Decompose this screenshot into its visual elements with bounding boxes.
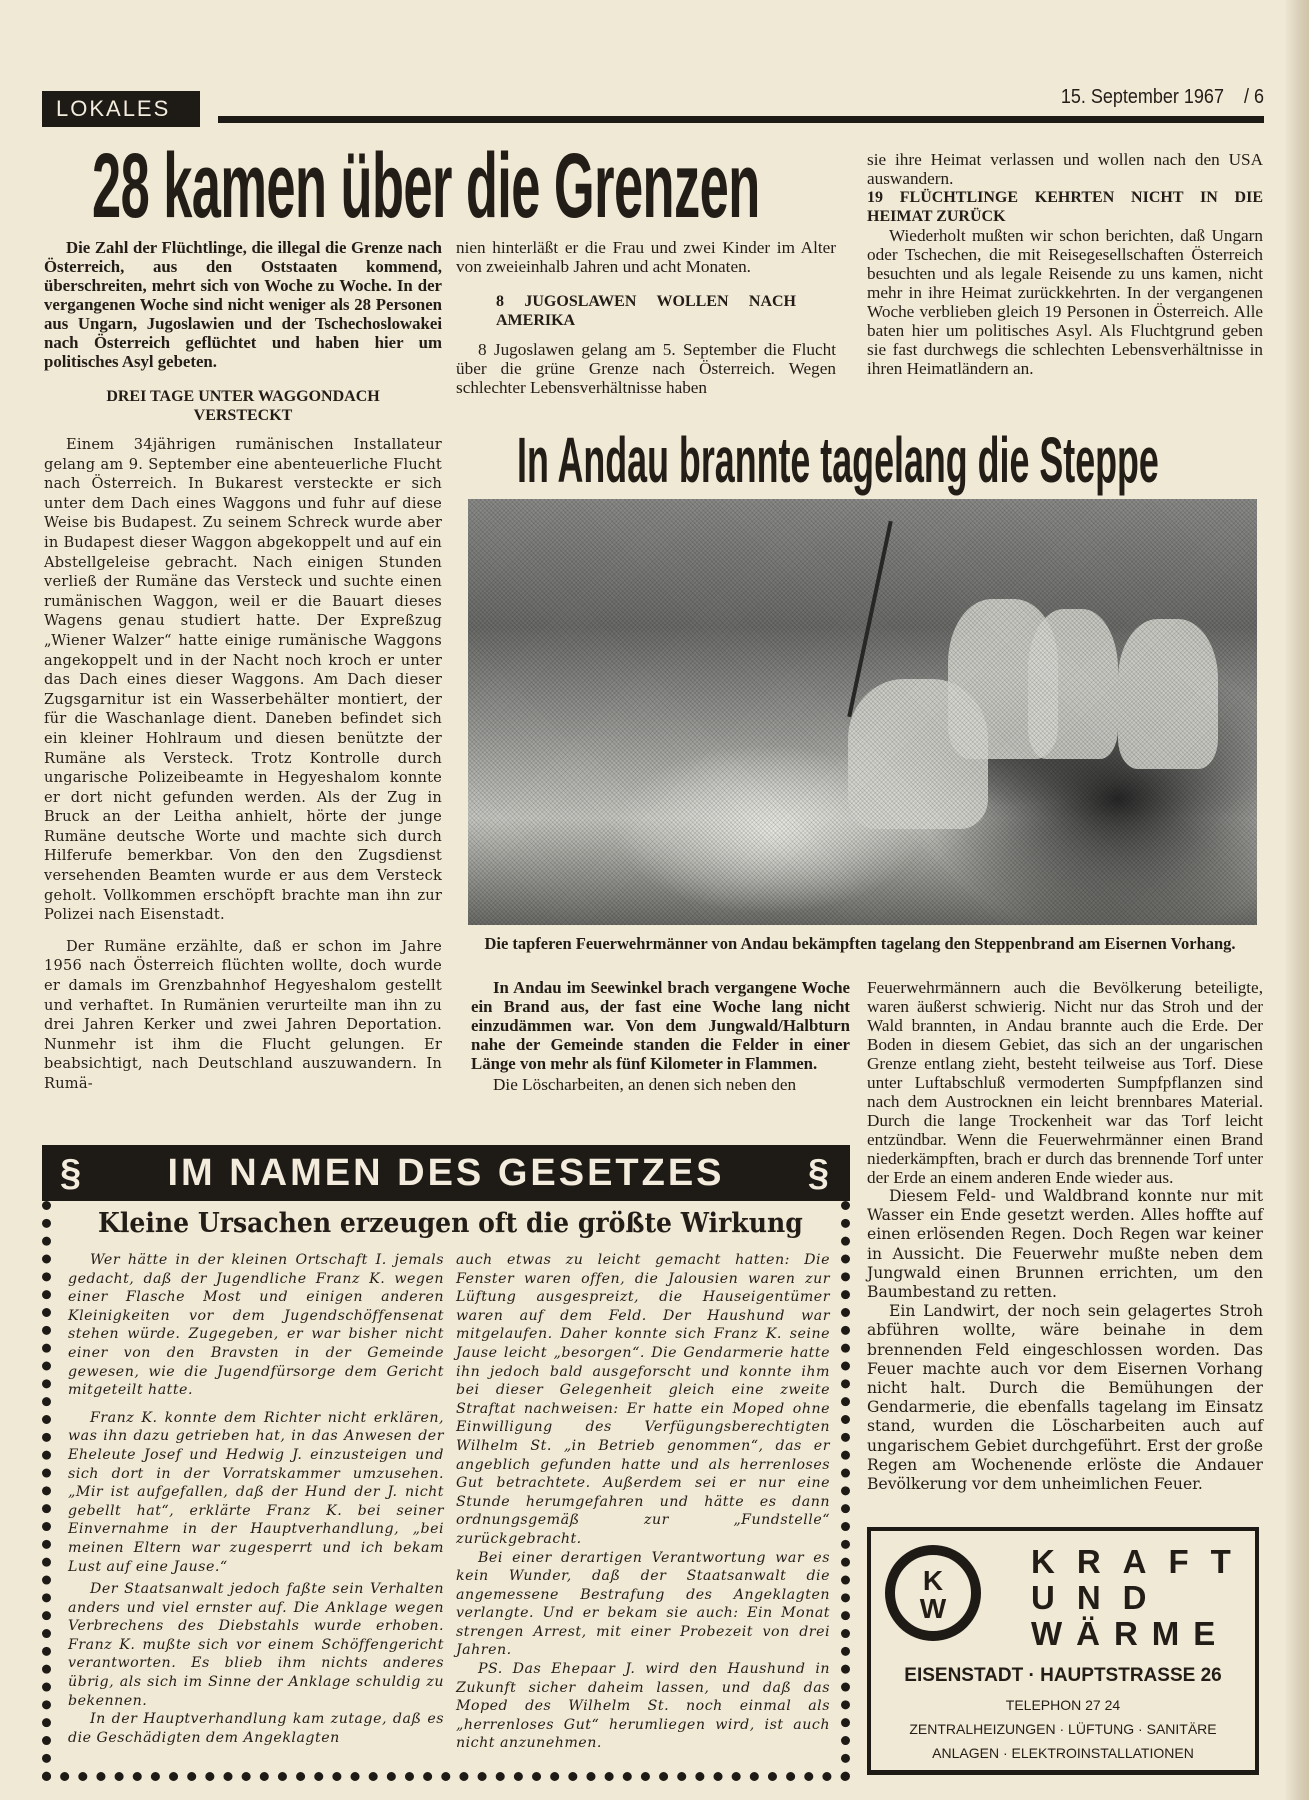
page-number: / 6 — [1243, 86, 1264, 108]
section-tag: LOKALES — [42, 91, 200, 127]
article1-paragraph: Einem 34jährigen rumänischen Installateur gelang am 9. September eine abenteuerliche Flucht nach Österreich. In Bukarest versteckte er sich unter dem Dach eines Waggons und fuhr auf diese Weise bis Budapest. Zu seinem Schreck wurde aber in Budapest dieser Waggon abgekoppelt und auf ein Abstellgeleise gebracht. Nach einigen Stunden verließ der Rumäne das Versteck und suchte einen rumänischen Waggon, weil er die Bauart dieses Wagens genau studiert hatte. Der Expreßzug „Wiener Walzer“ hatte einige rumänische Waggons angekoppelt und in der Nacht noch kroch er unter das Dach eines dieser Waggons. Am Dach dieser Zugsgarnitur ist ein Wasserbehälter montiert, der für die Waschanlage dient. Daneben befindet sich ein kleiner Hohlraum und diesen benützte der Rumäne als Versteck. Trotz Kontrolle durch ungarische Polizeibeamte in Hegyeshalom konnte er dort nicht gefunden werden. Als der Zug in Bruck an der Leitha anhielt, hörte der junge Rumäne deutsche Worte und machte sich durch Hilferufe bemerkbar. Von den den Zugsdienst versehenden Beamten wurde er aus dem Versteck geholt. Vollkommen erschöpft brachte man ihn zur Polizei nach Eisenstadt. — [44, 436, 442, 924]
kw-logo — [885, 1545, 981, 1641]
subhead-fluechtlinge: 19 FLÜCHTLINGE KEHRTEN NICHT IN DIE HEIMAT ZURÜCK — [867, 189, 1263, 225]
article1-column1 — [44, 238, 442, 1094]
headline-refugees: 28 kamen über die Grenzen — [92, 135, 760, 237]
law-banner — [42, 1145, 850, 1201]
paragraph-sign-icon: § — [60, 1152, 85, 1194]
issue-date: 15. September 1967 — [1060, 86, 1224, 108]
law-paragraph: Bei einer derartigen Verantwortung war es kein Wunder, daß der Staatsanwalt die angemessene Bestrafung des Angeklagten verlangte. Und er bekam sie auch: Ein Monat strengen Arrest, mit einer Probezeit von drei Jahren. — [456, 1549, 830, 1659]
article2-column2 — [867, 978, 1263, 1494]
page-edge — [1285, 0, 1309, 1800]
article1-paragraph: Wiederholt mußten wir schon berichten, daß Ungarn oder Tschechen, die mit Reisegesellschaften Österreich besuchten und als legale Reisende zu uns kamen, nicht mehr in ihre Heimat zurückkehrten. In der vergangenen Woche verblieben gleich 19 Personen in Österreich. Alle baten hier um politisches Asyl. Als Fluchtgrund geben sie fast durchwegs die schlechten Lebensverhältnisse in ihren Heimatländern an. — [867, 226, 1263, 378]
ad-services: ANLAGEN · ELEKTROINSTALLATIONEN — [932, 1745, 1194, 1761]
article2-paragraph: Feuerwehrmännern auch die Bevölkerung beteiligte, waren äußerst schwierig. Nicht nur das Stroh und der Wald brannten, in Andau brannte auch die Erde. Der Boden in diesem Gebiet, das sich an der ungarischen Grenze entlang zieht, besteht teilweise aus Torf. Diese unter Luftabschluß vermoderten Sumpfpflanzen sind nach dem Austrocknen ein leicht brennbares Material. Durch die lange Trockenheit war das Torf leicht entzündbar. Wenn die Feuerwehrmänner einen Brand niederkämpften, brach er durch das brennende Torf unter der Erde an einem anderen Ende wieder aus. — [867, 978, 1263, 1187]
issue-date-page — [990, 86, 1264, 109]
ad-brand-line3 — [1031, 1615, 1246, 1653]
firefighters-photo — [468, 499, 1257, 925]
headline-andau: In Andau brannte tagelang die Steppe — [517, 424, 1159, 496]
article2-paragraph: Diesem Feld- und Waldbrand konnte nur mit Wasser ein Ende gesetzt werden. Alles hoffte auf einen erlösenden Regen. Doch Regen war keiner in Aussicht. Die Feuerwehr mußte neben dem Jungwald einen Brunnen errichten, um den Baumbestand zu retten. — [867, 1187, 1263, 1302]
subhead-waggondach: DREI TAGE UNTER WAGGONDACH VERSTECKT — [106, 388, 380, 424]
article1-paragraph: sie ihre Heimat verlassen und wollen nach den USA auswandern. — [867, 150, 1263, 188]
kw-logo-letter: W — [919, 1593, 947, 1624]
subhead-jugoslawen: 8 JUGOSLAWEN WOLLEN NACH AMERIKA — [496, 293, 796, 329]
article2-paragraph: Ein Landwirt, der noch sein gelagertes Stroh abführen wollte, wäre beinahe in dem brennenden Feld eingeschlossen worden. Das Feuer machte auch vor dem Eisernen Vorhang nicht halt. Durch die Bemühungen der Gendarmerie, die ebenfalls tagelang im Einsatz stand, wurden die Löscharbeiten auch auf ungarischem Gebiet durchgeführt. Erst der große Regen am Wochenende erlöste die Andauer Bevölkerung vor dem unheimlichen Feuer. — [867, 1302, 1263, 1494]
law-column2 — [456, 1251, 830, 1753]
law-paragraph: In der Hauptverhandlung kam zutage, daß es die Geschädigten dem Angeklagten — [68, 1711, 444, 1746]
ad-brand-line2 — [1031, 1579, 1246, 1617]
kw-logo-letter: K — [922, 1565, 944, 1596]
paragraph-sign-icon: § — [807, 1152, 832, 1194]
ad-brand-text: WÄRME — [1031, 1615, 1230, 1652]
article1-column3 — [867, 150, 1263, 378]
ad-brand-text: KRAFT — [1031, 1543, 1253, 1580]
article1-paragraph: 8 Jugoslawen gelang am 5. September die Flucht über die grüne Grenze nach Österreich. Wegen schlechter Lebensverhältnisse haben — [456, 340, 836, 397]
article1-lead: Die Zahl der Flüchtlinge, die illegal die Grenze nach Österreich, aus den Oststaaten kommend, überschreiten, mehrt sich von Woche zu Woche. In der vergangenen Woche sind nicht weniger als 28 Personen aus Ungarn, Jugoslawien und der Tschechoslowakei nach Österreich geflüchtet und haben hier um politisches Asyl gebeten. — [44, 238, 442, 371]
article1-paragraph: nien hinterläßt er die Frau und zwei Kinder im Alter von zweieinhalb Jahren und acht Monaten. — [456, 238, 836, 276]
law-paragraph: Der Staatsanwalt jedoch faßte sein Verhalten anders und viel ernster auf. Die Anklage wegen Verbrechens des Diebstahls wurde erhoben. Franz K. mußte sich vor einem Schöffengericht verantworten. Es blieb ihm nichts anderes übrig, als sich im Sinne der Anklage schuldig zu bekennen. — [68, 1581, 444, 1709]
ad-address: EISENSTADT · HAUPTSTRASSE 26 — [904, 1665, 1222, 1686]
article1-paragraph: Der Rumäne erzählte, daß er schon im Jahre 1956 nach Österreich flüchten wollte, doch wurde er damals im Grenzbahnhof Hegyeshalom gestellt und verhaftet. In Rumänien verurteilte man ihn zu drei Jahren Kerker und zwei Jahren Deportation. Nunmehr ist ihm die Flucht gelungen. Er beabsichtigt, nach Deutschland auszuwandern. In Rumä- — [44, 937, 442, 1092]
article1-column2 — [456, 238, 836, 397]
law-paragraph: auch etwas zu leicht gemacht hatten: Die Fenster waren offen, die Jalousien waren zur Lüftung ausgespreizt, die Hauseigentümer waren auf dem Feld. Der Haushund war mitgelaufen. Daher konnte sich Franz K. seine Jause leicht „besorgen“. Die Gendarmerie hatte ihn jedoch bald ausgeforscht und konnte ihm bei dieser Gelegenheit gleich eine zweite Straftat nachweisen: Er hatte ein Moped ohne Einwilligung des Verfügungsberechtigten Wilhelm St. „in Betrieb genommen“, das er angeblich gefunden hatte und als herrenloses Gut betrachtete. Außerdem sei er nur eine Stunde herumgefahren und hätte es dann ordnungsgemäß zur „Fundstelle“ zurückgebracht. — [456, 1252, 830, 1547]
ad-phone: TELEPHON 27 24 — [1005, 1697, 1121, 1713]
law-column1 — [68, 1251, 444, 1747]
law-paragraph: Franz K. konnte dem Richter nicht erklären, was ihn dazu getrieben hat, in das Anwesen der Eheleute Josef und Hedwig J. einzusteigen und sich dort in der Vorratskammer umzusehen. „Mir ist aufgefallen, daß der Hund der J. nicht gebellt hat“, erklärte Franz K. bei seiner Einvernahme in der Hauptverhandlung, „bei meinen Eltern war zugesperrt und ich bekam Lust auf eine Jause.“ — [68, 1409, 444, 1575]
ad-services: ZENTRALHEIZUNGEN · LÜFTUNG · SANITÄRE — [909, 1721, 1217, 1737]
kraft-und-waerme-ad — [867, 1527, 1259, 1775]
ad-brand-line1 — [1031, 1543, 1253, 1581]
article2-lead: In Andau im Seewinkel brach vergangene Woche ein Brand aus, der fast eine Woche lang nicht einzudämmen war. Von dem Jungwald/Halbturn nahe der Gemeinde standen die Felder in einer Länge von mehr als fünf Kilometer in Flammen. — [471, 978, 850, 1073]
header-rule — [218, 116, 1264, 123]
law-paragraph: Wer hätte in der kleinen Ortschaft I. jemals gedacht, daß der Jugendliche Franz K. wegen einer Flasche Most und einigen anderen Kleinigkeiten vor dem Jugendschöffensenat stehen würde. Zugegeben, er war bisher nicht einer von den Bravsten in der Gemeinde gewesen, wie die Jugendfürsorge dem Gericht mitgeteilt hatte. — [68, 1252, 444, 1399]
law-paragraph: PS. Das Ehepaar J. wird den Haushund in Zukunft sicher daheim lassen, und daß das Moped des Wilhelm St. noch einmal als „herrenloses Gut“ herumliegen wird, ist auch nicht anzunehmen. — [456, 1661, 830, 1752]
law-banner-title: IM NAMEN DES GESETZES — [167, 1152, 725, 1194]
law-article-title: Kleine Ursachen erzeugen oft die größte Wirkung — [98, 1208, 803, 1239]
article2-column1 — [471, 978, 850, 1094]
halftone-overlay — [468, 499, 1257, 925]
ad-brand-text: UND — [1031, 1579, 1169, 1616]
article2-paragraph: Die Löscharbeiten, an denen sich neben den — [493, 1075, 797, 1094]
photo-caption: Die tapferen Feuerwehrmänner von Andau bekämpften tagelang den Steppenbrand am Eisernen Vorhang. — [484, 934, 1236, 953]
